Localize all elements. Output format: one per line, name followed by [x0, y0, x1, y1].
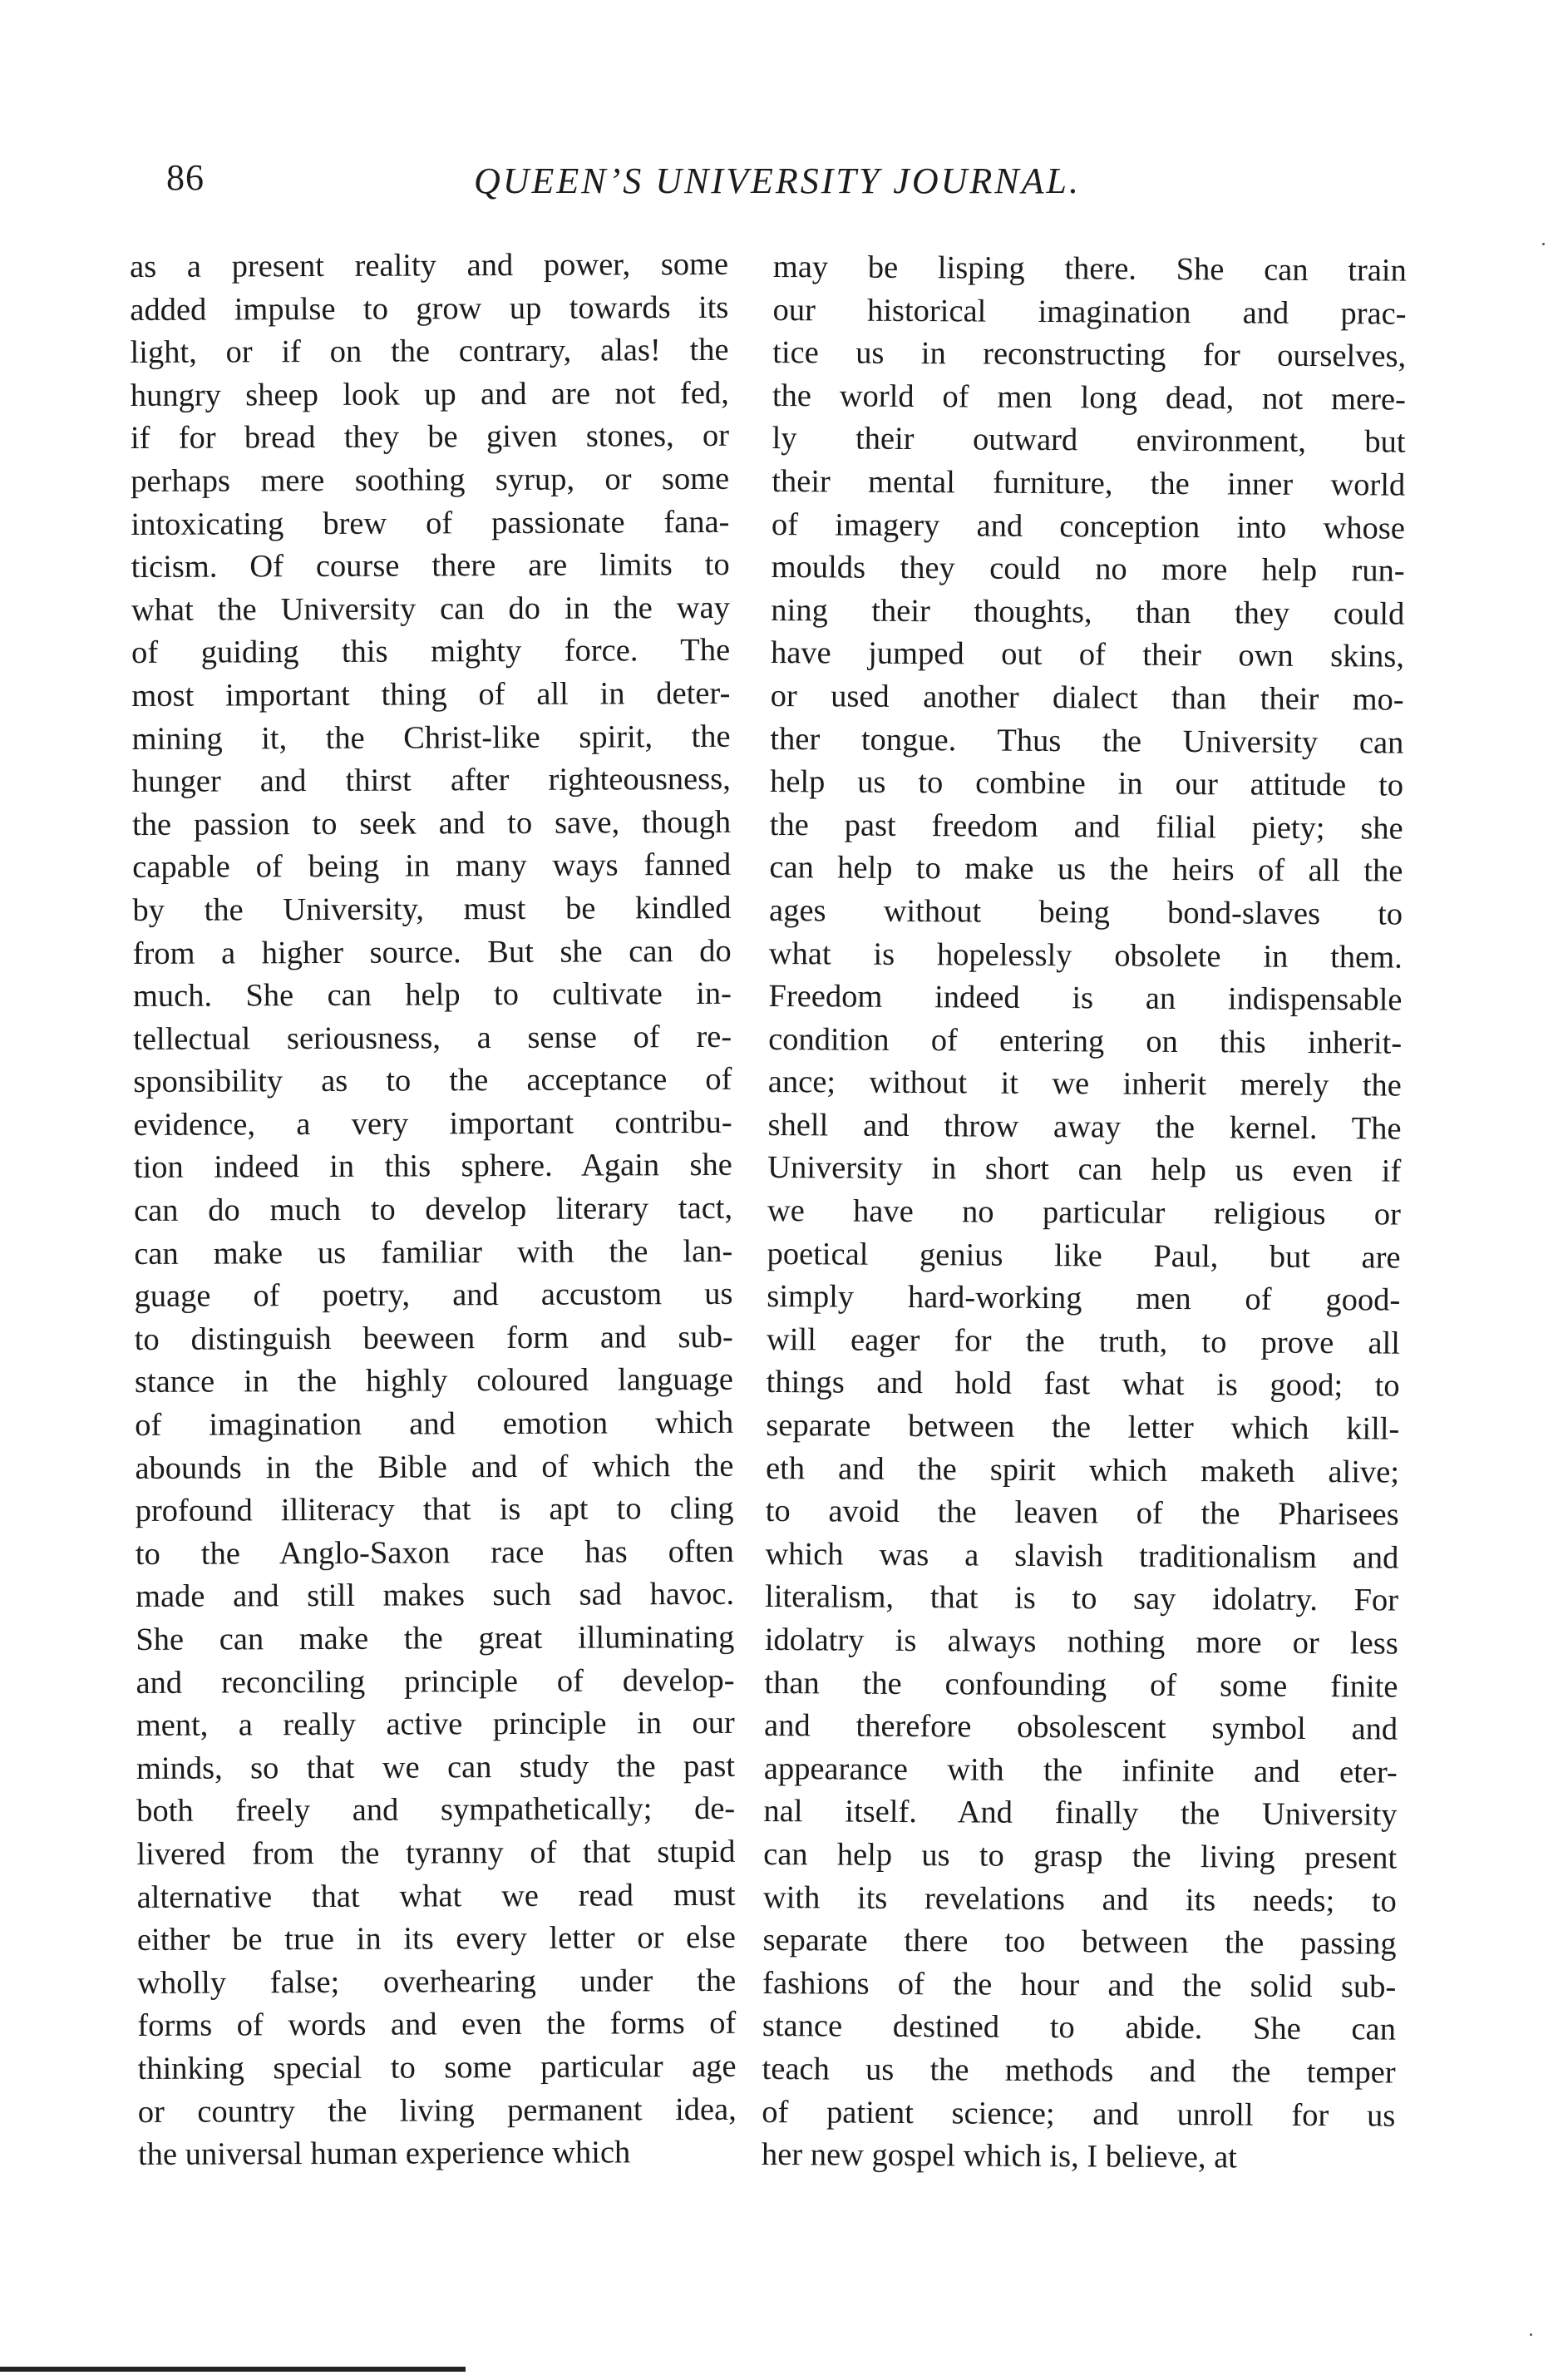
text-line: minds, so that we can study the past — [136, 1748, 736, 1786]
text-line: we have no particular religious or — [767, 1193, 1402, 1232]
text-line: ticism. Of course there are limits to — [131, 547, 730, 585]
text-line: of imagination and emotion which — [135, 1405, 734, 1444]
text-line: with its revelations and its needs; to — [762, 1879, 1397, 1919]
text-line: appearance with the infinite and eter- — [763, 1750, 1398, 1790]
text-line: livered from the tyranny of that stupid — [136, 1834, 736, 1872]
text-line: which was a slavish traditionalism and — [765, 1536, 1399, 1576]
text-line: and therefore obsolescent symbol and — [764, 1708, 1398, 1747]
text-line: and reconciling principle of develop- — [136, 1662, 735, 1701]
text-line: of guiding this mighty force. The — [131, 633, 731, 671]
text-line: help us to combine in our attitude to — [769, 764, 1404, 803]
text-line: ages without being bond-slaves to — [768, 892, 1403, 932]
text-line: tion indeed in this sphere. Again she — [133, 1148, 732, 1186]
text-line: tellectual seriousness, a sense of re- — [133, 1019, 732, 1057]
text-line: stance in the highly coloured language — [134, 1362, 734, 1400]
text-line: fashions of the hour and the solid sub- — [762, 1965, 1397, 2005]
text-line: University in short can help us even if — [767, 1150, 1402, 1190]
text-line: can do much to develop literary tact, — [133, 1190, 733, 1229]
text-line: can help us to grasp the living present — [763, 1836, 1398, 1876]
text-line: wholly false; overhearing under the — [137, 1963, 737, 2001]
left-column-text — [130, 244, 737, 2177]
text-line: condition of entering on this inherit- — [768, 1021, 1403, 1061]
text-line: ther tongue. Thus the University can — [770, 721, 1404, 761]
text-line: She can make the great illuminating — [136, 1619, 735, 1657]
text-line: added impulse to grow up towards its — [130, 289, 729, 328]
text-line: guage of poetry, and accustom us — [134, 1276, 733, 1315]
text-line: teach us the methods and the temper — [762, 2051, 1396, 2091]
text-line: poetical genius like Paul, but are — [767, 1236, 1401, 1276]
text-line: simply hard-working men of good- — [767, 1279, 1401, 1318]
text-line: things and hold fast what is good; to — [766, 1365, 1400, 1405]
text-line: or used another dialect than their mo- — [770, 678, 1404, 718]
text-line: of imagery and conception into whose — [771, 506, 1406, 546]
scan-speck — [1530, 2333, 1532, 2336]
text-line: what is hopelessly obsolete in them. — [768, 936, 1403, 975]
text-line: Freedom indeed is an indispensable — [768, 979, 1403, 1018]
text-line: intoxicating brew of passionate fana- — [131, 504, 730, 542]
text-line: stance destined to abide. She can — [762, 2008, 1397, 2047]
text-line: to avoid the leaven of the Pharisees — [765, 1494, 1399, 1533]
text-line: the world of men long dead, not mere- — [772, 378, 1407, 417]
text-line: forms of words and even the forms of — [137, 2006, 737, 2044]
text-line: ment, a really active principle in our — [136, 1706, 735, 1744]
text-line: sponsibility as to the acceptance of — [133, 1062, 732, 1100]
text-line: most important thing of all in deter- — [131, 675, 731, 714]
text-line: evidence, a very important contribu- — [133, 1104, 732, 1143]
page-number: 86 — [166, 157, 205, 198]
text-line: idolatry is always nothing more or less — [764, 1622, 1398, 1662]
bottom-edge-rule — [0, 2367, 466, 2372]
text-line: ning their thoughts, than they could — [771, 592, 1405, 632]
text-line: our historical imagination and prac- — [772, 292, 1407, 332]
text-line: much. She can help to cultivate in- — [132, 975, 732, 1015]
scan-speck — [1542, 243, 1545, 245]
text-line: her new gospel which is, I believe, at — [761, 2137, 1238, 2175]
text-line: mining it, the Christ-like spirit, the — [131, 718, 731, 757]
text-line: the universal human experience which — [137, 2135, 631, 2173]
text-line: of patient science; and unroll for us — [762, 2094, 1396, 2134]
text-line: eth and the spirit which maketh alive; — [765, 1450, 1400, 1490]
text-line: separate between the letter which kill- — [766, 1408, 1400, 1447]
right-column-text — [762, 246, 1407, 2180]
journal-title: QUEEN’S UNIVERSITY JOURNAL. — [474, 160, 1081, 201]
text-line: abounds in the Bible and of which the — [135, 1448, 734, 1486]
text-line: literalism, that is to say idolatry. For — [764, 1579, 1399, 1619]
text-line: what the University can do in the way — [131, 590, 730, 628]
text-line: hunger and thirst after righteousness, — [131, 761, 731, 800]
text-line: shell and throw away the kernel. The — [767, 1107, 1402, 1147]
text-line: by the University, must be kindled — [132, 890, 732, 928]
text-line: tice us in reconstructing for ourselves, — [772, 335, 1407, 374]
text-line: capable of being in many ways fanned — [132, 847, 732, 886]
text-line: than the confounding of some finite — [764, 1665, 1398, 1705]
text-line: the passion to seek and to save, though — [131, 804, 732, 842]
text-line: the past freedom and filial piety; she — [769, 807, 1403, 847]
text-line: separate there too between the passing — [762, 1923, 1397, 1962]
text-line: light, or if on the contrary, alas! the — [130, 333, 729, 371]
text-line: profound illiteracy that is apt to cling — [135, 1491, 734, 1529]
text-line: either be true in its every letter or else — [136, 1919, 736, 1958]
text-line: as a present reality and power, some — [130, 246, 729, 284]
text-line: nal itself. And finally the University — [763, 1794, 1398, 1833]
text-line: or country the living permanent idea, — [137, 2091, 737, 2130]
text-line: from a higher source. But she can do — [132, 933, 732, 971]
text-line: perhaps mere soothing syrup, or some — [131, 461, 730, 499]
text-line: moulds they could no more help run- — [771, 550, 1405, 589]
text-line: may be lisping there. She can train — [772, 249, 1407, 289]
text-line: to distinguish beeween form and sub- — [134, 1319, 733, 1357]
text-line: alternative that what we read must — [136, 1877, 736, 1915]
text-line: ance; without it we inherit merely the — [767, 1064, 1402, 1104]
text-line: their mental furniture, the inner world — [772, 463, 1406, 503]
text-line: to the Anglo-Saxon race has often — [135, 1533, 734, 1572]
text-line: if for bread they be given stones, or — [130, 418, 730, 457]
text-line: both freely and sympathetically; de- — [136, 1791, 736, 1829]
text-line: will eager for the truth, to prove all — [766, 1321, 1401, 1361]
text-line: thinking special to some particular age — [137, 2048, 737, 2086]
text-line: can make us familiar with the lan- — [134, 1233, 733, 1271]
text-line: hungry sheep look up and are not fed, — [130, 375, 729, 413]
text-line: have jumped out of their own skins, — [770, 635, 1405, 674]
text-line: can help to make us the heirs of all the — [769, 850, 1403, 889]
text-line: made and still makes such sad havoc. — [135, 1577, 735, 1615]
text-line: ly their outward environment, but — [772, 421, 1406, 461]
